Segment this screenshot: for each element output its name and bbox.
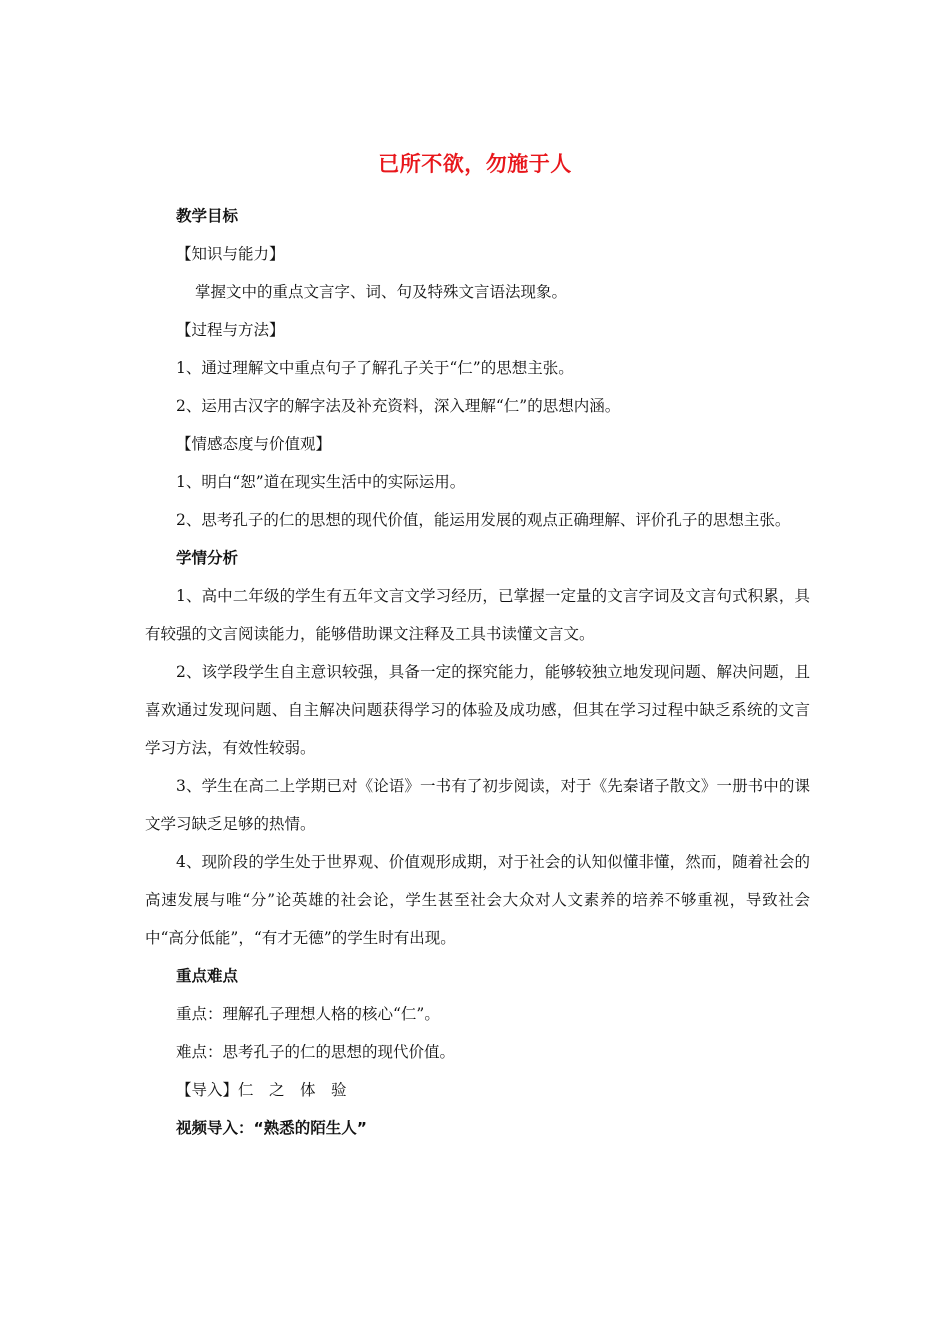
emotion-item-2: 2、思考孔子的仁的思想的现代价值，能运用发展的观点正确理解、评价孔子的思想主张。	[176, 511, 791, 529]
document-body	[145, 197, 810, 1147]
key-point: 重点：理解孔子理想人格的核心“仁”。	[176, 1005, 440, 1023]
document-title: 已所不欲，勿施于人	[378, 152, 572, 176]
emotion-item-1: 1、明白“恕”道在现实生活中的实际运用。	[176, 473, 466, 491]
analysis-heading: 学情分析	[176, 549, 239, 567]
process-label: 【过程与方法】	[176, 321, 285, 339]
key-heading: 重点难点	[176, 967, 239, 985]
process-item-1: 1、通过理解文中重点句子了解孔子关于“仁”的思想主张。	[176, 359, 574, 377]
video-heading: 视频导入：“熟悉的陌生人”	[176, 1119, 367, 1137]
difficult-point: 难点：思考孔子的仁的思想的现代价值。	[176, 1043, 456, 1061]
goals-heading: 教学目标	[176, 207, 239, 225]
knowledge-text: 掌握文中的重点文言字、词、句及特殊文言语法现象。	[195, 283, 568, 301]
analysis-item-4: 4、现阶段的学生处于世界观、价值观形成期，对于社会的认知似懂非懂，然而，随着社会的高速发展与唯“分”论英雄的社会论，学生甚至社会大众对人文素养的培养不够重视，导致社会中“高分低能”，“有才无德”的学生时有出现。	[145, 853, 810, 947]
analysis-item-2: 2、该学段学生自主意识较强，具备一定的探究能力，能够较独立地发现问题、解决问题，且喜欢通过发现问题、自主解决问题获得学习的体验及成功感，但其在学习过程中缺乏系统的文言学习方法，有效性较弱。	[145, 663, 810, 757]
analysis-item-3: 3、学生在高二上学期已对《论语》一书有了初步阅读，对于《先秦诸子散文》一册书中的课文学习缺乏足够的热情。	[145, 777, 810, 833]
process-item-2: 2、运用古汉字的解字法及补充资料，深入理解“仁”的思想内涵。	[176, 397, 621, 415]
intro-label: 【导入】仁 之 体 验	[176, 1081, 347, 1099]
knowledge-label: 【知识与能力】	[176, 245, 285, 263]
emotion-label: 【情感态度与价值观】	[176, 435, 332, 453]
analysis-item-1: 1、高中二年级的学生有五年文言文学习经历，已掌握一定量的文言字词及文言句式积累，具有较强的文言阅读能力，能够借助课文注释及工具书读懂文言文。	[145, 587, 810, 643]
